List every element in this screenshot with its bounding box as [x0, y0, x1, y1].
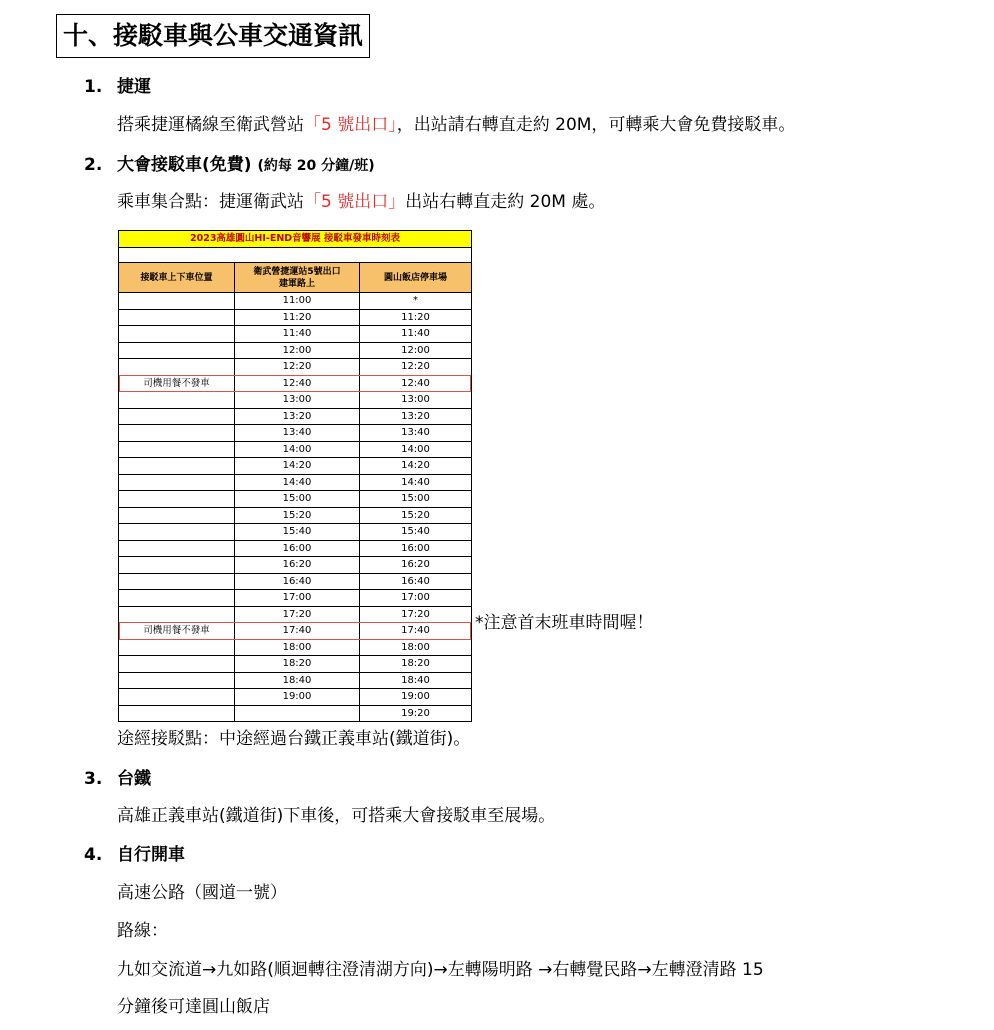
- table-row: [119, 326, 471, 343]
- cell-hotel-time: 11:20: [401, 311, 430, 323]
- cell-hotel-time: 14:40: [401, 476, 430, 488]
- header-station: 衛武營捷運站5號出口 建軍路上: [235, 263, 360, 292]
- cell-station-time: 17:40: [235, 623, 360, 639]
- cell-note: [119, 310, 235, 326]
- cell-hotel-time: 14:20: [401, 460, 430, 471]
- table-row: [119, 623, 471, 640]
- heading-text: 大會接駁車(免費): [117, 155, 252, 175]
- cell-hotel-time: 12:40: [401, 377, 430, 389]
- cell-station-time: 15:00: [235, 491, 360, 507]
- cell-station-time: 12:20: [235, 359, 360, 375]
- table-row: [119, 524, 471, 541]
- table-row: [119, 508, 471, 525]
- cell-note: [119, 458, 235, 474]
- cell-station-time: 16:20: [235, 557, 360, 573]
- exit-highlight: 「5 號出口」: [304, 192, 406, 212]
- table-row: [119, 359, 471, 376]
- heading-text: 台鐵: [117, 769, 151, 789]
- heading-shuttle: [84, 150, 375, 175]
- cell-station-time: 13:40: [235, 425, 360, 441]
- text: 出站右轉直走約 20M 處。: [405, 192, 606, 212]
- table-row: [119, 689, 471, 706]
- table-row: [119, 392, 471, 409]
- cell-station-time: 14:20: [235, 458, 360, 474]
- cell-hotel-time: 15:40: [401, 526, 430, 537]
- table-row: [119, 310, 471, 327]
- cell-hotel-time: 16:00: [401, 542, 430, 554]
- railway-paragraph: 高雄正義車站(鐵道街)下車後，可搭乘大會接駁車至展場。: [117, 806, 556, 826]
- cell-note: [119, 689, 235, 705]
- cell-hotel-time: 15:00: [401, 493, 430, 504]
- timetable-title: 2023高雄圓山HI-END音響展 接駁車發車時刻表: [119, 231, 471, 248]
- heading-sub: (約每 20 分鐘/班): [257, 158, 375, 174]
- cell-station-time: 18:40: [235, 673, 360, 689]
- cell-station-time: 16:40: [235, 574, 360, 590]
- table-row: [119, 425, 471, 442]
- header-location: 接駁車上下車位置: [119, 263, 235, 292]
- item-number: 2.: [84, 155, 103, 175]
- table-row: [119, 442, 471, 459]
- cell-hotel-time: 17:00: [401, 592, 430, 603]
- item-number: 1.: [84, 77, 103, 97]
- cell-station-time: 16:00: [235, 541, 360, 557]
- cell-note: [119, 293, 235, 309]
- timetable-spacer: [119, 248, 471, 263]
- cell-note: [119, 343, 235, 359]
- cell-note: [119, 508, 235, 524]
- cell-station-time: 11:40: [235, 326, 360, 342]
- cell-station-time: [235, 706, 360, 722]
- cell-station-time: 19:00: [235, 689, 360, 705]
- cell-station-time: 15:40: [235, 524, 360, 540]
- cell-station-time: 17:00: [235, 590, 360, 606]
- table-row: [119, 458, 471, 475]
- driving-line-3: 九如交流道→九如路(順迴轉往澄清湖方向)→左轉陽明路 →右轉覺民路→左轉澄清路 15: [117, 960, 764, 980]
- cell-note: [119, 541, 235, 557]
- cell-note: 司機用餐不發車: [119, 376, 235, 392]
- table-row: [119, 590, 471, 607]
- cell-station-time: 15:20: [235, 508, 360, 524]
- cell-note: [119, 359, 235, 375]
- cell-hotel-time: 13:00: [401, 394, 430, 405]
- exit-highlight: 「5 號出口」: [304, 115, 397, 135]
- cell-hotel-time: 18:20: [401, 658, 430, 669]
- cell-note: [119, 326, 235, 342]
- cell-hotel-time: 11:40: [401, 328, 430, 339]
- table-row: [119, 475, 471, 492]
- cell-hotel-time: 19:20: [401, 707, 430, 719]
- heading-mrt: [84, 72, 151, 97]
- cell-note: [119, 491, 235, 507]
- cell-note: [119, 574, 235, 590]
- item-number: 4.: [84, 845, 103, 865]
- cell-hotel-time: 15:20: [401, 509, 430, 521]
- table-row: [119, 607, 471, 624]
- cell-hotel-time: 14:00: [401, 443, 430, 455]
- cell-hotel-time: 13:20: [401, 410, 430, 422]
- item-number: 3.: [84, 769, 103, 789]
- cell-hotel-time: 18:00: [401, 641, 430, 653]
- section-title: 十、接駁車與公車交通資訊: [56, 14, 370, 58]
- table-row: [119, 656, 471, 673]
- driving-line-4: 分鐘後可達圓山飯店: [117, 997, 270, 1017]
- mrt-paragraph: [117, 110, 795, 135]
- cell-station-time: 14:40: [235, 475, 360, 491]
- cell-note: [119, 640, 235, 656]
- table-row: [119, 293, 471, 310]
- cell-hotel-time: 13:40: [401, 427, 430, 438]
- cell-note: [119, 475, 235, 491]
- text: 搭乘捷運橘線至衛武營站: [117, 115, 304, 135]
- cell-station-time: 18:00: [235, 640, 360, 656]
- cell-note: [119, 590, 235, 606]
- cell-station-time: 11:20: [235, 310, 360, 326]
- cell-station-time: 14:00: [235, 442, 360, 458]
- text: ，出站請右轉直走約 20M，可轉乘大會免費接駁車。: [396, 115, 796, 135]
- table-row: [119, 574, 471, 591]
- cell-note: [119, 442, 235, 458]
- text: 乘車集合點：捷運衛武站: [117, 192, 304, 212]
- heading-driving: [84, 840, 185, 865]
- timetable-header: [119, 263, 471, 293]
- cell-hotel-time: 16:40: [401, 575, 430, 587]
- cell-station-time: 13:00: [235, 392, 360, 408]
- cell-note: [119, 706, 235, 722]
- cell-note: [119, 524, 235, 540]
- timetable-note: *注意首末班車時間喔！: [475, 613, 654, 633]
- driving-line-2: 路線：: [117, 921, 168, 941]
- table-row: [119, 376, 471, 393]
- shuttle-route-paragraph: 途經接駁點：中途經過台鐵正義車站(鐵道街)。: [117, 729, 471, 749]
- shuttle-paragraph: [117, 187, 605, 212]
- table-row: [119, 640, 471, 657]
- cell-station-time: 11:00: [235, 293, 360, 309]
- table-row: [119, 557, 471, 574]
- cell-note: [119, 607, 235, 623]
- cell-note: [119, 392, 235, 408]
- table-row: [119, 706, 471, 722]
- cell-hotel-time: 18:40: [401, 674, 430, 686]
- cell-note: [119, 673, 235, 689]
- heading-text: 自行開車: [117, 845, 185, 865]
- cell-hotel-time: 12:20: [401, 361, 430, 372]
- cell-note: [119, 425, 235, 441]
- shuttle-timetable: [118, 230, 472, 722]
- table-row: [119, 409, 471, 426]
- table-row: [119, 343, 471, 360]
- cell-hotel-time: 16:20: [401, 559, 430, 570]
- cell-note: [119, 656, 235, 672]
- cell-station-time: 12:40: [235, 376, 360, 392]
- cell-hotel-time: 12:00: [401, 344, 430, 356]
- table-row: [119, 541, 471, 558]
- header-hotel: 圓山飯店停車場: [360, 263, 471, 292]
- cell-station-time: 18:20: [235, 656, 360, 672]
- driving-line-1: 高速公路（國道一號）: [117, 883, 287, 903]
- cell-station-time: 17:20: [235, 607, 360, 623]
- cell-note: 司機用餐不發車: [119, 623, 235, 639]
- timetable-body: [119, 293, 471, 721]
- table-row: [119, 673, 471, 690]
- cell-hotel-time: 19:00: [401, 691, 430, 702]
- cell-note: [119, 409, 235, 425]
- heading-text: 捷運: [117, 77, 151, 97]
- table-row: [119, 491, 471, 508]
- heading-railway: [84, 764, 151, 789]
- cell-hotel-time: *: [413, 295, 418, 306]
- cell-note: [119, 557, 235, 573]
- cell-station-time: 12:00: [235, 343, 360, 359]
- cell-hotel-time: 17:40: [401, 625, 430, 636]
- cell-hotel-time: 17:20: [401, 608, 430, 620]
- cell-station-time: 13:20: [235, 409, 360, 425]
